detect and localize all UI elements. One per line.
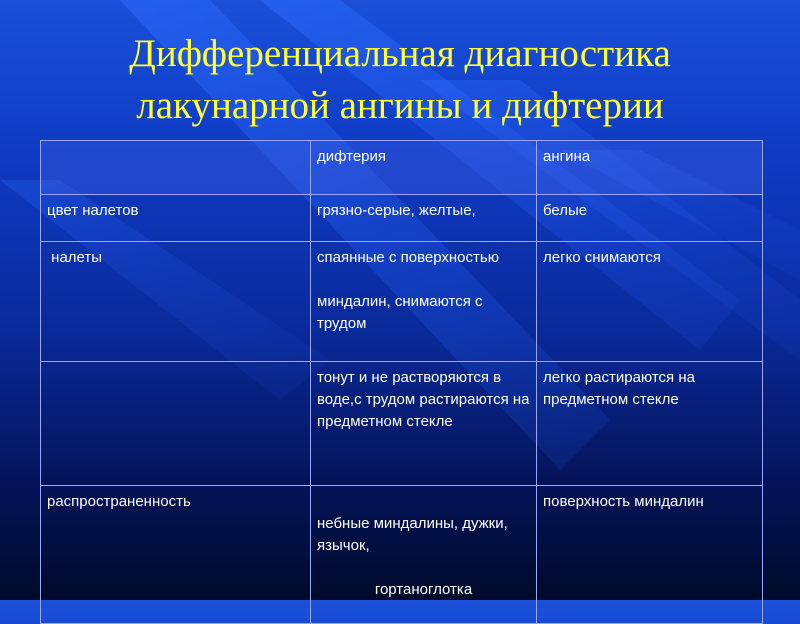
table-row: [41, 486, 763, 624]
diphtheria-cell: [311, 486, 537, 624]
row-label: распространенность: [41, 486, 311, 624]
diphtheria-cell: спаянные с поверхностью миндалин, снимаются с трудом: [311, 242, 537, 362]
angina-cell: легко растираются на предметном стекле: [537, 362, 763, 486]
diphtheria-cell: грязно-серые, желтые,: [311, 195, 537, 242]
angina-cell: белые: [537, 195, 763, 242]
header-cell-empty: [41, 141, 311, 195]
title-line-2: лакунарной ангины и дифтерии: [136, 84, 664, 127]
table-row: [41, 195, 763, 242]
row-label: налеты: [41, 242, 311, 362]
angina-cell: легко снимаются: [537, 242, 763, 362]
table-header-row: [41, 141, 763, 195]
table-row: [41, 242, 763, 362]
diphtheria-cell-text: небные миндалины, дужки, язычок,: [317, 515, 508, 554]
slide-title: [0, 28, 800, 132]
header-cell-diphtheria: дифтерия: [311, 141, 537, 195]
table-row: [41, 362, 763, 486]
header-cell-angina: ангина: [537, 141, 763, 195]
diphtheria-cell: тонут и не растворяются в воде,с трудом растираются на предметном стекле: [311, 362, 537, 486]
angina-cell: поверхность миндалин: [537, 486, 763, 624]
row-label: цвет налетов: [41, 195, 311, 242]
title-line-1: Дифференциальная диагностика: [129, 32, 671, 75]
row-label: [41, 362, 311, 486]
diphtheria-cell-extra: гортаноглотка: [374, 581, 473, 598]
comparison-table: [40, 140, 763, 624]
